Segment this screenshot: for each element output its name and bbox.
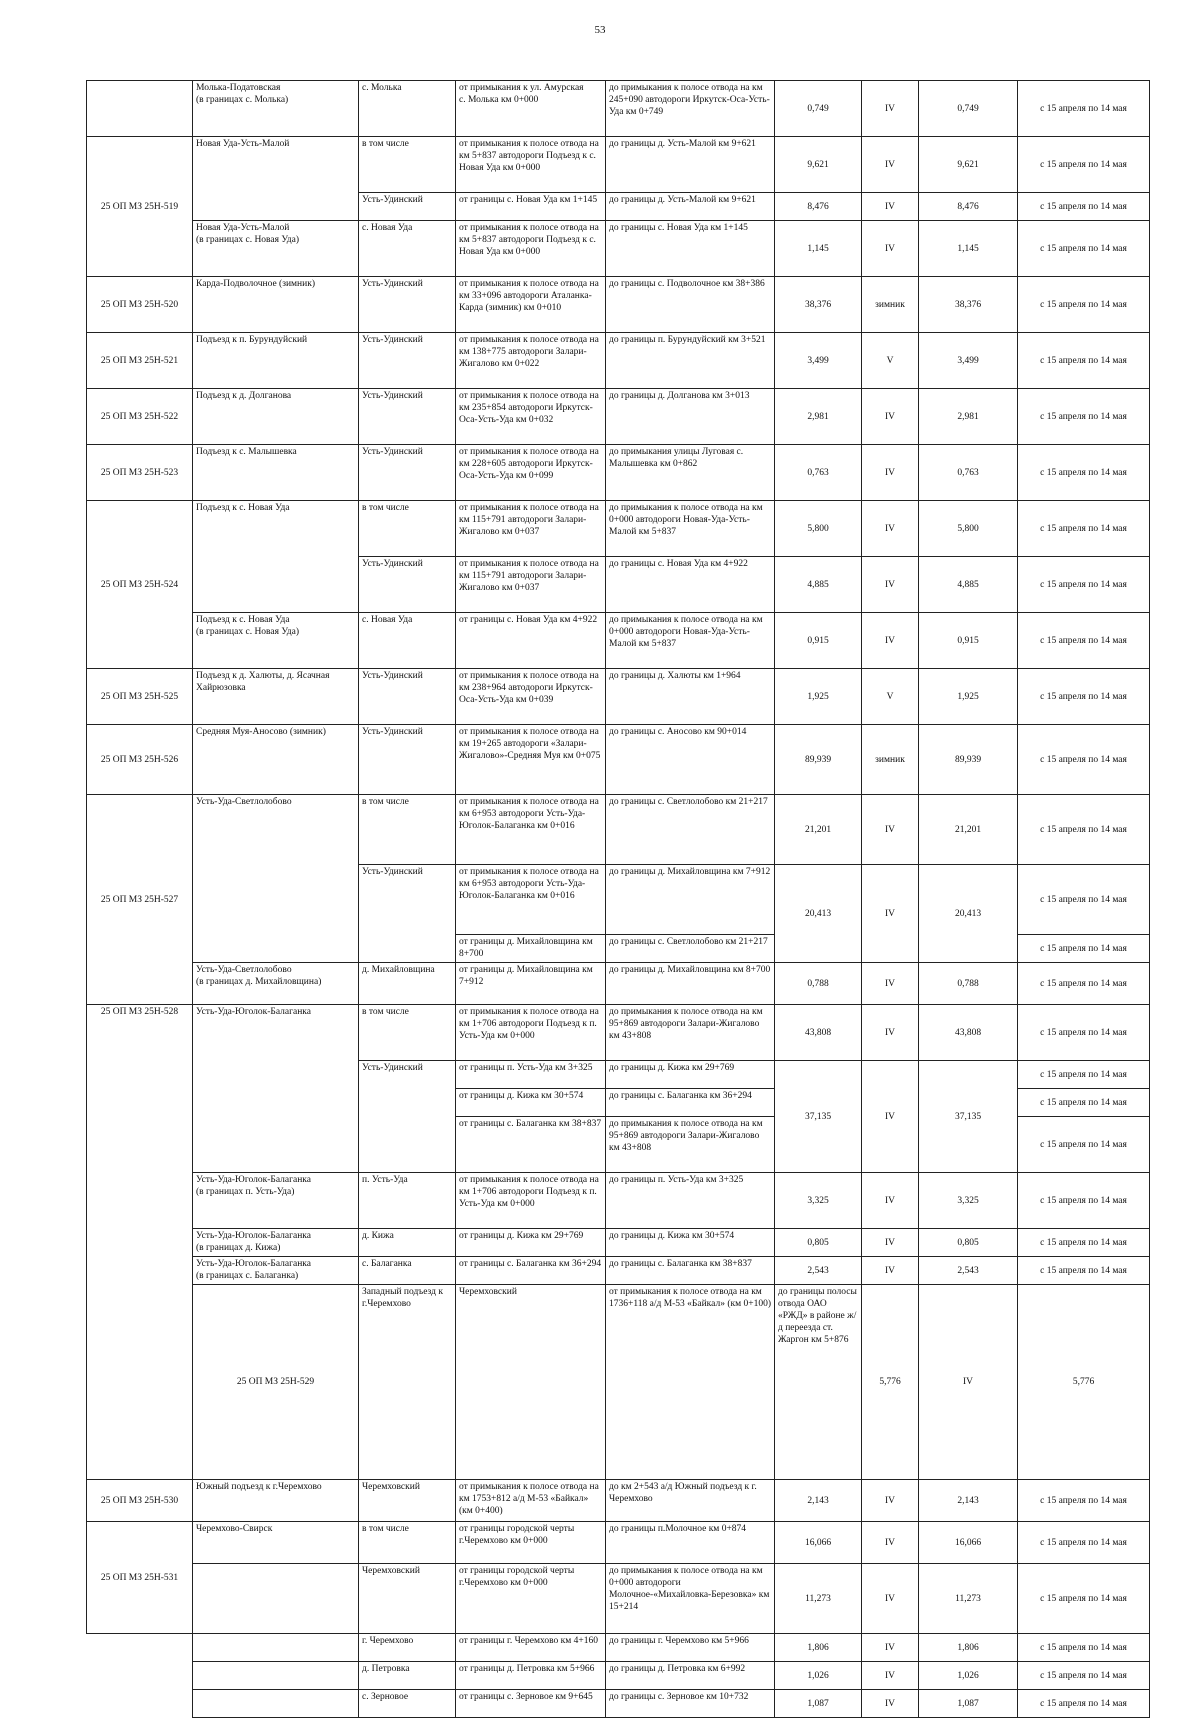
table-row [87,1690,1150,1718]
road-category: IV [862,193,919,221]
restricted-length-km: 16,066 [919,1522,1018,1564]
table-row [87,725,1150,795]
segment-end: до границы д. Михайловщина км 8+700 [606,963,775,1005]
table-row [87,501,1150,557]
road-code [87,81,193,137]
restriction-period: с 15 апреля по 14 мая [1018,669,1150,725]
district: Усть-Удинский [359,865,456,963]
restricted-length-km: 2,981 [919,389,1018,445]
segment-end: до границы д. Петровка км 6+992 [606,1662,775,1690]
road-code: 25 ОП МЗ 25Н-524 [87,501,193,669]
road-code: 25 ОП МЗ 25Н-530 [87,1480,193,1522]
restricted-length-km: 3,325 [919,1173,1018,1229]
table-row [87,1522,1150,1564]
district: г. Черемхово [359,1634,456,1662]
segment-start: от границы д. Михайловщина км 7+912 [456,963,606,1005]
road-name: Усть-Уда-Юголок-Балаганка (в границах п. Усть-Уда) [193,1173,359,1229]
road-name: Средняя Муя-Аносово (зимник) [193,725,359,795]
table-row [87,277,1150,333]
segment-end: до границы д. Долганова км 3+013 [606,389,775,445]
road-category: IV [862,557,919,613]
road-name: Подъезд к п. Бурундуйский [193,333,359,389]
road-code: 25 ОП МЗ 25Н-522 [87,389,193,445]
district: с. Балаганка [359,1257,456,1285]
restricted-length-km: 5,800 [919,501,1018,557]
road-category: IV [862,795,919,865]
district: с. Молька [359,81,456,137]
length-km: 21,201 [775,795,862,865]
segment-end: до границы д. Усть-Малой км 9+621 [606,193,775,221]
segment-end: до примыкания к полосе отвода на км 95+869 автодороги Залари-Жигалово км 43+808 [606,1117,775,1173]
segment-end: до примыкания к полосе отвода на км 0+000 автодороги Новая-Уда-Усть-Малой км 5+837 [606,501,775,557]
segment-end: до границы д. Кижа км 29+769 [606,1061,775,1089]
length-km: 8,476 [775,193,862,221]
restriction-period: с 15 апреля по 14 мая [1018,935,1150,963]
district: в том числе [359,1522,456,1564]
segment-end: до границы с. Подволочное км 38+386 [606,277,775,333]
restriction-period: с 15 апреля по 14 мая [1018,1564,1150,1634]
segment-start: от границы д. Петровка км 5+966 [456,1662,606,1690]
length-km: 3,499 [775,333,862,389]
segment-start: от границы с. Новая Уда км 1+145 [456,193,606,221]
segment-start: от примыкания к полосе отвода на км 228+605 автодороги Иркутск-Оса-Усть-Уда км 0+099 [456,445,606,501]
table-row [87,1229,1150,1257]
segment-end: до границы п. Бурундуйский км 3+521 [606,333,775,389]
length-km: 5,800 [775,501,862,557]
table-row [87,1662,1150,1690]
road-name: Новая Уда-Усть-Малой [193,137,359,221]
segment-end: до границы п. Усть-Уда км 3+325 [606,1173,775,1229]
road-code: 25 ОП МЗ 25Н-527 [87,795,193,1005]
district: с. Новая Уда [359,613,456,669]
table-row [87,795,1150,865]
table-row [87,963,1150,1005]
road-name: Подъезд к с. Новая Уда [193,501,359,613]
table-row [87,1257,1150,1285]
restricted-length-km: 2,143 [919,1480,1018,1522]
district: Черемховский [359,1564,456,1634]
restricted-length-km: 0,763 [919,445,1018,501]
segment-end: до границы с. Балаганка км 38+837 [606,1257,775,1285]
road-category: IV [862,1257,919,1285]
road-code [87,1634,193,1662]
length-km: 1,806 [775,1634,862,1662]
road-name: Усть-Уда-Светлолобово (в границах д. Михайловщина) [193,963,359,1005]
road-name: Черемхово-Свирск [193,1522,359,1564]
restriction-period: с 15 апреля по 14 мая [1018,389,1150,445]
restriction-period: с 15 апреля по 14 мая [1018,333,1150,389]
restriction-period: с 15 апреля по 14 мая [1018,193,1150,221]
segment-end: до границы с. Балаганка км 36+294 [606,1089,775,1117]
segment-end: до границы с. Новая Уда км 4+922 [606,557,775,613]
segment-end: до примыкания улицы Луговая с. Малышевка км 0+862 [606,445,775,501]
restricted-length-km: 4,885 [919,557,1018,613]
restricted-length-km: 20,413 [919,865,1018,963]
road-code: 25 ОП МЗ 25Н-526 [87,725,193,795]
road-name [193,1690,359,1718]
restriction-period: с 15 апреля по 14 мая [1018,81,1150,137]
restricted-length-km: 37,135 [919,1061,1018,1173]
road-name: Усть-Уда-Юголок-Балаганка (в границах д. Кижа) [193,1229,359,1257]
table-row [87,1480,1150,1522]
segment-start: от примыкания к полосе отвода на км 1+706 автодороги Подъезд к п. Усть-Уда км 0+000 [456,1005,606,1061]
road-code [87,1690,193,1718]
restriction-period: с 15 апреля по 14 мая [1018,557,1150,613]
table-row [87,81,1150,137]
restricted-length-km: 1,145 [919,221,1018,277]
road-category: IV [862,1662,919,1690]
road-category: IV [862,1522,919,1564]
road-category: V [862,333,919,389]
segment-end: до границы с. Зерновое км 10+732 [606,1690,775,1718]
road-category: зимник [862,277,919,333]
road-category: IV [862,1690,919,1718]
road-category: IV [862,1061,919,1173]
segment-start: от примыкания к полосе отвода на км 33+096 автодороги Аталанка-Карда (зимник) км 0+010 [456,277,606,333]
length-km: 0,749 [775,81,862,137]
restriction-period: с 15 апреля по 14 мая [1018,1522,1150,1564]
district: в том числе [359,501,456,557]
road-code: 25 ОП МЗ 25Н-519 [87,137,193,277]
length-km: 43,808 [775,1005,862,1061]
length-km: 1,145 [775,221,862,277]
district: Усть-Удинский [359,193,456,221]
restricted-length-km: 5,776 [1018,1285,1150,1480]
length-km: 4,885 [775,557,862,613]
restriction-period: с 15 апреля по 14 мая [1018,277,1150,333]
restriction-period: с 15 апреля по 14 мая [1018,1634,1150,1662]
segment-start: от примыкания к полосе отвода на км 6+953 автодороги Усть-Уда-Юголок-Балаганка км 0+016 [456,795,606,865]
restriction-period: с 15 апреля по 14 мая [1018,1229,1150,1257]
restriction-period: с 15 апреля по 14 мая [1018,725,1150,795]
road-category: IV [862,1634,919,1662]
road-category: IV [862,445,919,501]
segment-start: от примыкания к полосе отвода на км 5+837 автодороги Подъезд к с. Новая Уда км 0+000 [456,221,606,277]
restriction-period: с 15 апреля по 14 мая [1018,1480,1150,1522]
restricted-length-km: 9,621 [919,137,1018,193]
road-name: Подъезд к д. Долганова [193,389,359,445]
length-km: 0,788 [775,963,862,1005]
restriction-period: с 15 апреля по 14 мая [1018,1173,1150,1229]
segment-end: до границы д. Михайловщина км 7+912 [606,865,775,935]
road-name [193,1564,359,1634]
road-category: зимник [862,725,919,795]
segment-start: от примыкания к полосе отвода на км 115+791 автодороги Залари-Жигалово км 0+037 [456,557,606,613]
segment-start: от границы д. Михайловщина км 8+700 [456,935,606,963]
restriction-period: с 15 апреля по 14 мая [1018,613,1150,669]
road-code: 25 ОП МЗ 25Н-520 [87,277,193,333]
road-name [193,1634,359,1662]
road-name: Усть-Уда-Юголок-Балаганка (в границах с. Балаганка) [193,1257,359,1285]
road-name: Новая Уда-Усть-Малой (в границах с. Новая Уда) [193,221,359,277]
road-category: IV [862,221,919,277]
road-category: IV [862,137,919,193]
segment-start: от примыкания к полосе отвода на км 5+837 автодороги Подъезд к с. Новая Уда км 0+000 [456,137,606,193]
length-km: 1,087 [775,1690,862,1718]
district: Усть-Удинский [359,669,456,725]
restriction-period: с 15 апреля по 14 мая [1018,1690,1150,1718]
restriction-period: с 15 апреля по 14 мая [1018,501,1150,557]
district: Черемховский [359,1480,456,1522]
road-category: IV [862,865,919,963]
restricted-length-km: 1,026 [919,1662,1018,1690]
road-name: Карда-Подволочное (зимник) [193,277,359,333]
segment-start: от границы с. Балаганка км 38+837 [456,1117,606,1173]
segment-end: до границы д. Усть-Малой км 9+621 [606,137,775,193]
road-name: Подъезд к с. Новая Уда (в границах с. Новая Уда) [193,613,359,669]
restricted-length-km: 43,808 [919,1005,1018,1061]
segment-start: от примыкания к полосе отвода на км 115+791 автодороги Залари-Жигалово км 0+037 [456,501,606,557]
segment-end: до примыкания к полосе отвода на км 245+090 автодороги Иркутск-Оса-Усть-Уда км 0+749 [606,81,775,137]
restriction-period: с 15 апреля по 14 мая [1018,1061,1150,1089]
district: в том числе [359,795,456,865]
road-category: IV [862,389,919,445]
table-row [87,1173,1150,1229]
restricted-length-km: 3,499 [919,333,1018,389]
district: с. Новая Уда [359,221,456,277]
road-category: IV [862,501,919,557]
road-name: Западный подъезд к г.Черемхово [359,1285,456,1480]
segment-end: до границы с. Новая Уда км 1+145 [606,221,775,277]
road-name: Молька-Податовская (в границах с. Молька) [193,81,359,137]
road-code: 25 ОП МЗ 25Н-531 [87,1522,193,1634]
segment-start: от примыкания к ул. Амурская с. Молька км 0+000 [456,81,606,137]
segment-start: от границы п. Усть-Уда км 3+325 [456,1061,606,1089]
road-category: IV [862,963,919,1005]
restricted-length-km: 0,915 [919,613,1018,669]
length-km: 0,763 [775,445,862,501]
restriction-period: с 15 апреля по 14 мая [1018,795,1150,865]
restricted-length-km: 2,543 [919,1257,1018,1285]
restriction-period: с 15 апреля по 14 мая [1018,1662,1150,1690]
road-category: IV [862,1229,919,1257]
road-name: Южный подъезд к г.Черемхово [193,1480,359,1522]
road-category: IV [862,1005,919,1061]
segment-start: от границы городской черты г.Черемхово км 0+000 [456,1522,606,1564]
segment-end: до границы с. Светлолобово км 21+217 [606,795,775,865]
district: Усть-Удинский [359,389,456,445]
length-km: 5,776 [862,1285,919,1480]
road-category: V [862,669,919,725]
district: д. Кижа [359,1229,456,1257]
district: Усть-Удинский [359,333,456,389]
restriction-period: с 15 апреля по 14 мая [1018,865,1150,935]
road-code [87,1662,193,1690]
district: Усть-Удинский [359,557,456,613]
district: д. Петровка [359,1662,456,1690]
segment-start: от примыкания к полосе отвода на км 235+854 автодороги Иркутск-Оса-Усть-Уда км 0+032 [456,389,606,445]
segment-start: от границы д. Кижа км 29+769 [456,1229,606,1257]
roads-table-body [87,81,1150,1718]
district: Усть-Удинский [359,725,456,795]
district: Усть-Удинский [359,445,456,501]
restricted-length-km: 21,201 [919,795,1018,865]
restriction-period: с 15 апреля по 14 мая [1018,1089,1150,1117]
restriction-period: с 15 апреля по 14 мая [1018,1005,1150,1061]
district: д. Михайловщина [359,963,456,1005]
length-km: 1,925 [775,669,862,725]
restricted-length-km: 38,376 [919,277,1018,333]
road-name: Усть-Уда-Юголок-Балаганка [193,1005,359,1173]
road-category: IV [862,81,919,137]
restricted-length-km: 11,273 [919,1564,1018,1634]
table-row [87,613,1150,669]
road-category: IV [862,1564,919,1634]
segment-start: от примыкания к полосе отвода на км 1736+118 а/д М-53 «Байкал» (км 0+100) [606,1285,775,1480]
district: Усть-Удинский [359,277,456,333]
segment-start: от границы с. Новая Уда км 4+922 [456,613,606,669]
segment-end: до км 2+543 а/д Южный подъезд к г. Черемхово [606,1480,775,1522]
restriction-period: с 15 апреля по 14 мая [1018,445,1150,501]
table-row [87,445,1150,501]
length-km: 38,376 [775,277,862,333]
road-category: IV [862,613,919,669]
road-category: IV [919,1285,1018,1480]
district: в том числе [359,137,456,193]
segment-start: от примыкания к полосе отвода на км 138+775 автодороги Залари-Жигалово км 0+022 [456,333,606,389]
restricted-length-km: 1,087 [919,1690,1018,1718]
length-km: 11,273 [775,1564,862,1634]
district: в том числе [359,1005,456,1061]
road-name [193,1662,359,1690]
length-km: 1,026 [775,1662,862,1690]
segment-end: до примыкания к полосе отвода на км 0+000 автодороги Новая-Уда-Усть-Малой км 5+837 [606,613,775,669]
length-km: 2,143 [775,1480,862,1522]
restriction-period: с 15 апреля по 14 мая [1018,1257,1150,1285]
restricted-length-km: 8,476 [919,193,1018,221]
segment-start: от границы городской черты г.Черемхово км 0+000 [456,1564,606,1634]
district: Усть-Удинский [359,1061,456,1173]
segment-end: до границы с. Аносово км 90+014 [606,725,775,795]
segment-end: до границы д. Халюты км 1+964 [606,669,775,725]
road-name: Подъезд к с. Малышевка [193,445,359,501]
segment-start: от примыкания к полосе отвода на км 19+265 автодороги «Залари-Жигалово»-Средняя Муя км 0+075 [456,725,606,795]
district: п. Усть-Уда [359,1173,456,1229]
segment-start: от примыкания к полосе отвода на км 6+953 автодороги Усть-Уда-Юголок-Балаганка км 0+016 [456,865,606,935]
restricted-length-km: 0,749 [919,81,1018,137]
length-km: 0,915 [775,613,862,669]
length-km: 2,543 [775,1257,862,1285]
length-km: 3,325 [775,1173,862,1229]
table-row [87,221,1150,277]
length-km: 16,066 [775,1522,862,1564]
road-category: IV [862,1173,919,1229]
segment-end: до границы г. Черемхово км 5+966 [606,1634,775,1662]
restriction-period: с 15 апреля по 14 мая [1018,137,1150,193]
table-row [87,669,1150,725]
segment-end: до границы полосы отвода ОАО «РЖД» в районе ж/д переезда ст. Жаргон км 5+876 [775,1285,862,1480]
table-row [87,1634,1150,1662]
road-code: 25 ОП МЗ 25Н-529 [193,1285,359,1480]
segment-start: от границы д. Кижа км 30+574 [456,1089,606,1117]
segment-start: от границы с. Зерновое км 9+645 [456,1690,606,1718]
road-name: Усть-Уда-Светлолобово [193,795,359,963]
road-code: 25 ОП МЗ 25Н-523 [87,445,193,501]
road-code: 25 ОП МЗ 25Н-528 [87,1005,193,1480]
segment-end: до примыкания к полосе отвода на км 0+000 автодороги Молочное-«Михайловка-Березовка» км 15+214 [606,1564,775,1634]
road-code: 25 ОП МЗ 25Н-525 [87,669,193,725]
segment-end: до примыкания к полосе отвода на км 95+869 автодороги Залари-Жигалово км 43+808 [606,1005,775,1061]
page-number: 53 [594,24,606,36]
length-km: 89,939 [775,725,862,795]
table-row [87,389,1150,445]
restricted-length-km: 89,939 [919,725,1018,795]
length-km: 20,413 [775,865,862,963]
table-row [87,1285,1150,1480]
restricted-length-km: 1,806 [919,1634,1018,1662]
segment-end: до границы с. Светлолобово км 21+217 [606,935,775,963]
road-code: 25 ОП МЗ 25Н-521 [87,333,193,389]
table-row [87,137,1150,193]
restriction-period: с 15 апреля по 14 мая [1018,221,1150,277]
length-km: 37,135 [775,1061,862,1173]
restricted-length-km: 0,805 [919,1229,1018,1257]
length-km: 9,621 [775,137,862,193]
roads-table [86,80,1150,1718]
road-name: Подъезд к д. Халюты, д. Ясачная Хайрюзовка [193,669,359,725]
segment-start: от примыкания к полосе отвода на км 1753+812 а/д М-53 «Байкал» (км 0+400) [456,1480,606,1522]
segment-start: от примыкания к полосе отвода на км 1+706 автодороги Подъезд к п. Усть-Уда км 0+000 [456,1173,606,1229]
district: с. Зерновое [359,1690,456,1718]
district: Черемховский [456,1285,606,1480]
restricted-length-km: 0,788 [919,963,1018,1005]
segment-end: до границы д. Кижа км 30+574 [606,1229,775,1257]
length-km: 0,805 [775,1229,862,1257]
segment-end: до границы п.Молочное км 0+874 [606,1522,775,1564]
segment-start: от границы с. Балаганка км 36+294 [456,1257,606,1285]
table-row [87,1564,1150,1634]
segment-start: от границы г. Черемхово км 4+160 [456,1634,606,1662]
restriction-period: с 15 апреля по 14 мая [1018,963,1150,1005]
restricted-length-km: 1,925 [919,669,1018,725]
road-category: IV [862,1480,919,1522]
length-km: 2,981 [775,389,862,445]
restriction-period: с 15 апреля по 14 мая [1018,1117,1150,1173]
table-row [87,1005,1150,1061]
table-row [87,333,1150,389]
segment-start: от примыкания к полосе отвода на км 238+964 автодороги Иркутск-Оса-Усть-Уда км 0+039 [456,669,606,725]
